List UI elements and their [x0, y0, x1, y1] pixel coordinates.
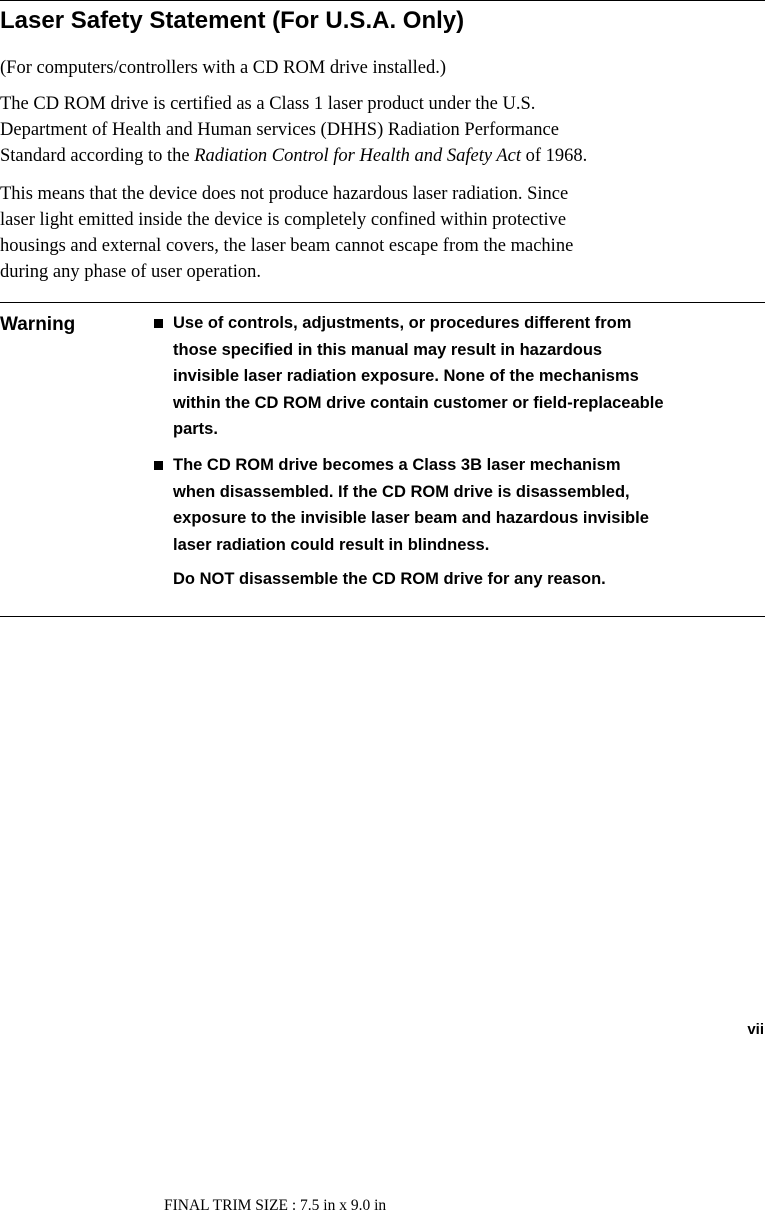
- act-name: Radiation Control for Health and Safety Act: [194, 146, 521, 166]
- device-line-2: laser light emitted inside the device is completely confined within protective: [0, 210, 567, 230]
- page-number: vii: [747, 1021, 764, 1038]
- certification-line-2: Department of Health and Human services (DHHS) Radiation Performance: [0, 120, 559, 140]
- bullet-square-icon: [154, 461, 163, 470]
- device-paragraph: [0, 181, 765, 285]
- device-line-1: This means that the device does not produce hazardous laser radiation. Since: [0, 184, 569, 204]
- warning-bullet-1-text: [173, 310, 664, 443]
- certification-paragraph: [0, 91, 765, 169]
- intro-paragraph: [0, 55, 765, 81]
- trim-size-note: FINAL TRIM SIZE : 7.5 in x 9.0 in: [164, 1197, 387, 1214]
- warning-bullet-2-line-3: exposure to the invisible laser beam and hazardous invisible: [173, 509, 649, 527]
- page-title: Laser Safety Statement (For U.S.A. Only): [0, 7, 465, 34]
- warning-label: Warning: [0, 314, 76, 335]
- warning-bullet-1-line-5: parts.: [173, 420, 218, 438]
- warning-bullet-2-line-4: laser radiation could result in blindness.: [173, 535, 490, 554]
- certification-line-1: The CD ROM drive is certified as a Class 1 laser product under the U.S.: [0, 94, 536, 114]
- top-rule: [0, 0, 765, 1]
- warning-top-rule: [0, 302, 765, 303]
- warning-bullet-2-line-2: when disassembled. If the CD ROM drive is disassembled,: [173, 482, 630, 501]
- warning-bullet-1-line-4: within the CD ROM drive contain customer or field-replaceable: [173, 393, 664, 412]
- warning-bullet-1-line-3: invisible laser radiation exposure. None of the mechanisms: [173, 367, 639, 385]
- device-line-3: housings and external covers, the laser beam cannot escape from the machine: [0, 236, 574, 256]
- certification-line-3-before: Standard according to the: [0, 146, 195, 166]
- warning-bullet-2-line-1: The CD ROM drive becomes a Class 3B laser mechanism: [173, 456, 621, 474]
- bullet-square-icon: [154, 319, 163, 328]
- certification-line-3-after: of 1968.: [521, 146, 588, 166]
- warning-bullet-2-text: [173, 452, 649, 558]
- warning-bullet-1-line-1: Use of controls, adjustments, or procedures different from: [173, 314, 632, 332]
- warning-bottom-rule: [0, 616, 765, 617]
- warning-bullet-1-line-2: those specified in this manual may result in hazardous: [173, 340, 603, 359]
- warning-note: Do NOT disassemble the CD ROM drive for any reason.: [173, 570, 606, 588]
- certification-line-3: [0, 143, 765, 169]
- device-line-4: during any phase of user operation.: [0, 262, 261, 282]
- intro-text: (For computers/controllers with a CD ROM drive installed.): [0, 58, 446, 78]
